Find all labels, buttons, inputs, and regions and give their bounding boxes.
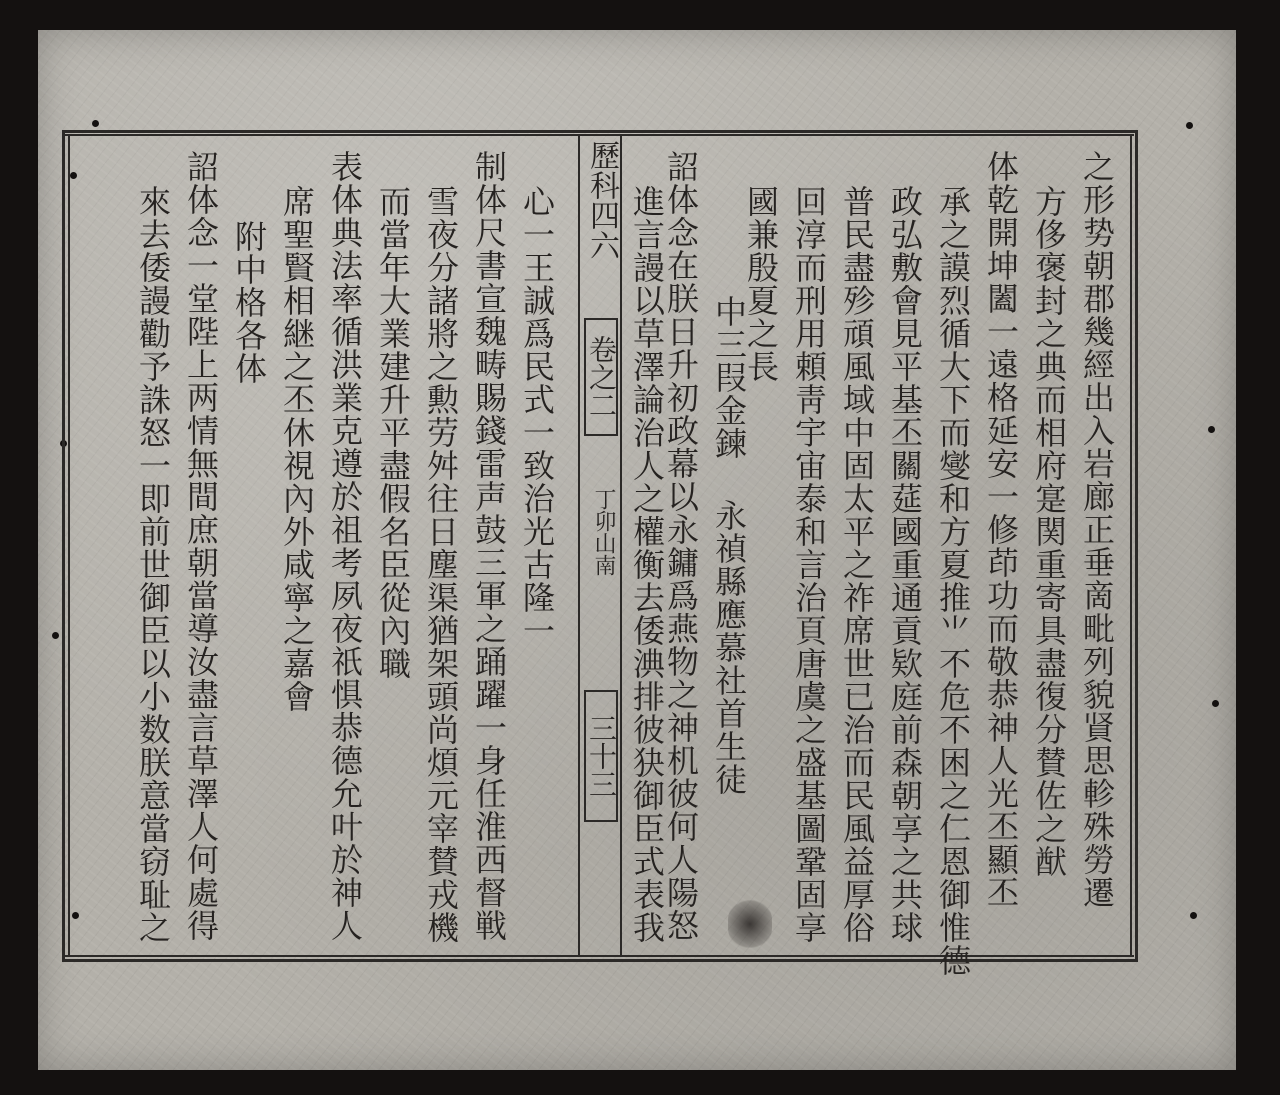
fold-line: [578, 136, 580, 956]
frame-line: [62, 955, 1134, 957]
binding-hole: [1212, 700, 1219, 707]
text-column: 中三叚金鍊 永禎縣應慕社首生徒: [710, 295, 748, 796]
text-column: 附中格各体: [230, 220, 268, 385]
text-column: 回淳而刑用頼靑宇宙泰和言治頁唐虞之盛基圖鞏固享: [790, 185, 828, 944]
fold-volume: 卷之二: [584, 318, 618, 436]
text-column: 詔体念一堂陛上两情無間庶朝當導汝盡言草澤人何處得: [182, 150, 220, 942]
text-column: 席聖賢相継之丕休視內外咸寧之嘉會: [278, 185, 316, 713]
text-column: 政弘敷會見平基丕關莚國重通貢欵庭前森朝享之共球: [886, 185, 924, 944]
text-column: 詔体念在朕日升初政幕以永鏞爲燕物之神机彼何人陽怒: [662, 150, 700, 942]
binding-hole: [92, 120, 99, 127]
text-column: 承之謨烈循大下而燮和方夏推⺌不危不困之仁恩御惟德: [934, 185, 972, 977]
text-column: 來去倭謾勸予誅怒一即前世御臣以小数朕意當窃耻之: [134, 185, 172, 944]
text-column: 体乾開坤闔一遠格延安一修茚功而敬恭神人光丕顯丕: [982, 150, 1020, 909]
text-column: 進言謾以草澤論治人之權衡去倭淟排彼㹟御臣式表我: [628, 185, 666, 944]
binding-hole: [52, 632, 59, 639]
text-column: 雪夜分諸將之勲劳舛往日塵渠猶架頭尚煩元宰賛戎機: [422, 185, 460, 944]
frame-line: [68, 134, 70, 957]
frame-line: [62, 134, 1134, 136]
fold-line: [620, 136, 622, 956]
text-column: 方侈褒封之典而相府寔関重寄具盡復分賛佐之猷: [1030, 185, 1068, 878]
binding-hole: [1208, 426, 1215, 433]
text-column: 而當年大業建升平盡假名臣從內職: [374, 185, 412, 680]
fold-title: 歷科四六: [584, 140, 619, 260]
binding-hole: [1186, 122, 1193, 129]
text-column: 制体尺書宣魏畴賜錢雷声鼓三軍之踊躍一身任淮西督戦: [470, 150, 508, 942]
text-column: 表体典法率循洪業克遵於祖考夙夜祇惧恭德允叶於神人: [326, 150, 364, 942]
binding-hole: [1190, 912, 1197, 919]
fold-page-number: 三十三: [584, 690, 618, 822]
text-column: 之形势朝郡幾經出入岩廊正垂啇毗列貌䝨思軫殊勞遷: [1078, 150, 1116, 909]
ink-seal-smudge: [728, 900, 772, 948]
fold-date: 丁卯山南: [591, 488, 616, 576]
frame-line: [1130, 134, 1132, 957]
text-column: 普民盡殄頑風域中固太平之祚席世已治而民風益厚俗: [838, 185, 876, 944]
text-column: 心一王誠爲民式一致治光古隆一: [518, 185, 556, 647]
text-column: 國兼殷夏之長: [742, 185, 780, 383]
